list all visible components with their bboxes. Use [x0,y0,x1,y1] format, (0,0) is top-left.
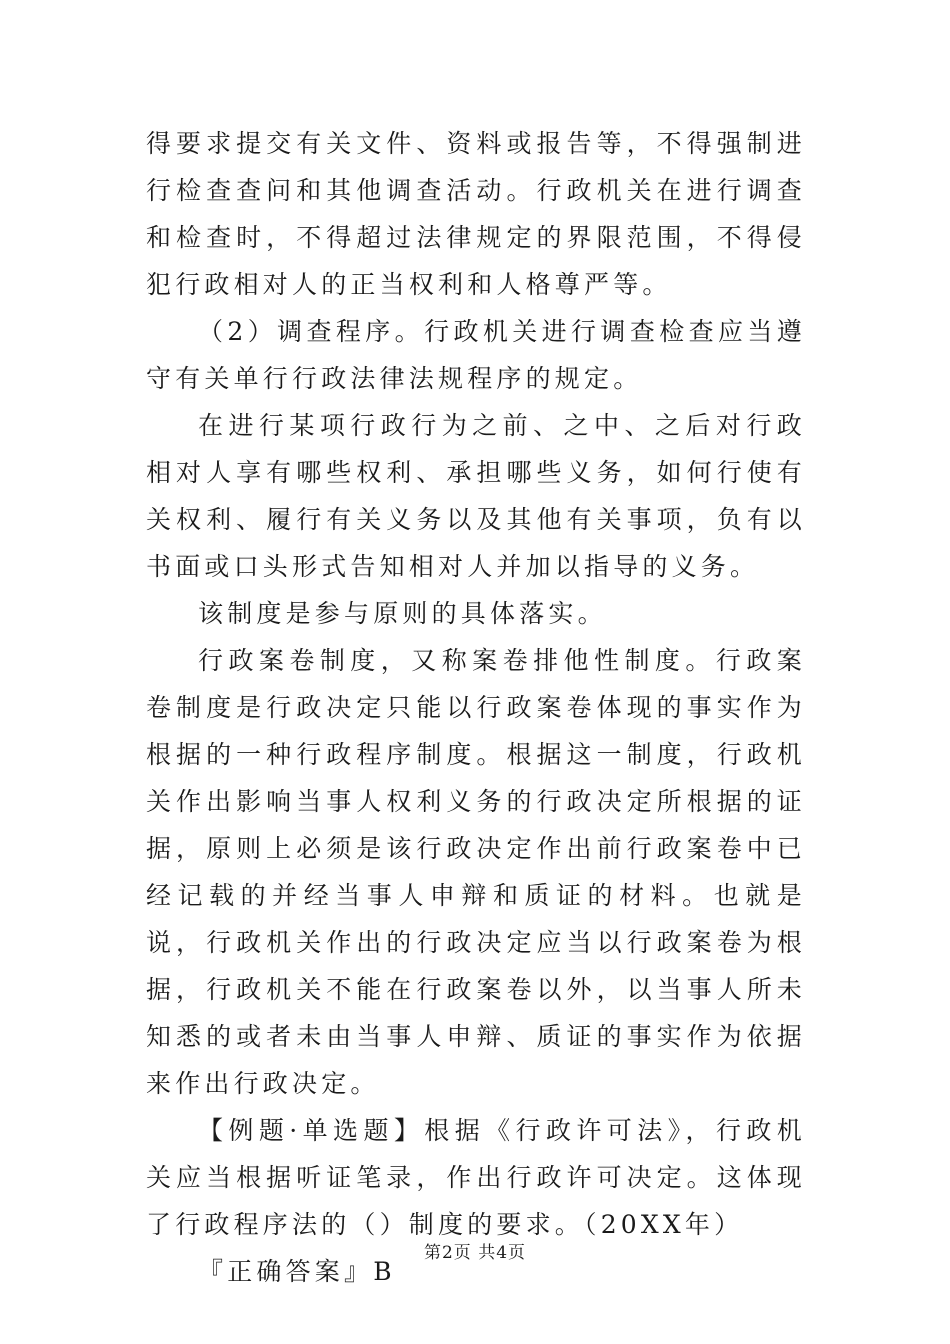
paragraph-answer: 『正确答案』B [198,1257,396,1286]
paragraph-1: 得要求提交有关文件、资料或报告等，不得强制进行检查查问和其他调查活动。行政机关在进行调查和检查时，不得超过法律规定的界限范围，不得侵犯行政相对人的正当权利和人格尊严等。 [146,129,806,299]
page-number-footer: 第2页 共4页 [423,1243,527,1263]
paragraph-example-question: 【例题·单选题】根据《行政许可法》，行政机关应当根据听证笔录，作出行政许可决定。这体现了行政程序法的（）制度的要求。（20XX年） [146,1116,806,1239]
paragraph-4: 该制度是参与原则的具体落实。 [198,599,607,628]
paragraph-3: 在进行某项行政行为之前、之中、之后对行政相对人享有哪些权利、承担哪些义务，如何行使有关权利、履行有关义务以及其他有关事项，负有以书面或口头形式告知相对人并加以指导的义务。 [146,411,806,581]
document-body [146,120,806,1295]
paragraph-2: （2）调查程序。行政机关进行调查检查应当遵守有关单行行政法律法规程序的规定。 [146,317,806,393]
paragraph-5: 行政案卷制度，又称案卷排他性制度。行政案卷制度是行政决定只能以行政案卷体现的事实作为根据的一种行政程序制度。根据这一制度，行政机关作出影响当事人权利义务的行政决定所根据的证据，原则上必须是该行政决定作出前行政案卷中已经记载的并经当事人申辩和质证的材料。也就是说，行政机关作出的行政决定应当以行政案卷为根据，行政机关不能在行政案卷以外，以当事人所未知悉的或者未由当事人申辩、质证的事实作为依据来作出行政决定。 [146,646,806,1098]
